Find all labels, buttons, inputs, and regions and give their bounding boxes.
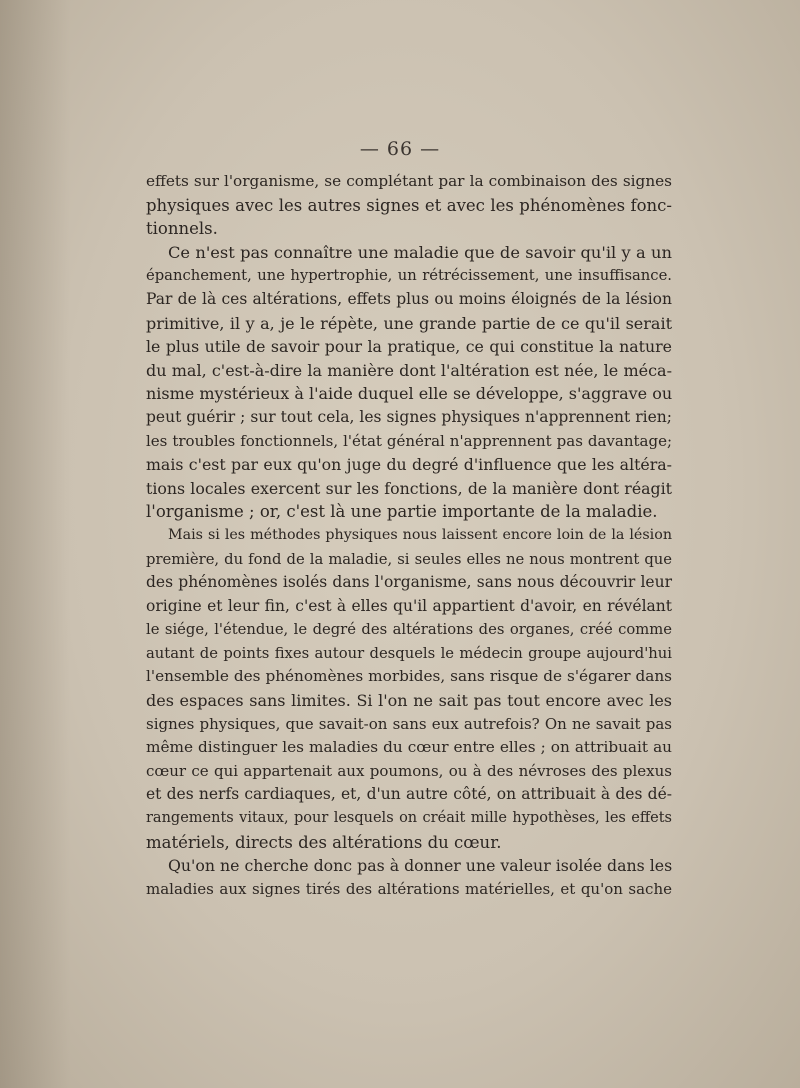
text-line: primitive, il y a, je le répète, une grande partie de ce qu'il serait: [146, 313, 672, 333]
text-line: et des nerfs cardiaques, et, d'un autre côté, on attribuait à des dé-: [146, 785, 672, 804]
text-line: Par de là ces altérations, effets plus ou moins éloignés de la lésion: [146, 289, 672, 308]
text-line: mais c'est par eux qu'on juge du degré d'influence que les altéra-: [146, 455, 672, 475]
text-line: les troubles fonctionnels, l'état général n'apprennent pas davantage;: [146, 431, 672, 450]
body-text: [146, 170, 672, 901]
page-edge-shadow: [0, 0, 70, 1088]
text-line: signes physiques, que savait-on sans eux autrefois? On ne savait pas: [146, 714, 672, 733]
text-line: Mais si les méthodes physiques nous laissent encore loin de la lésion: [168, 526, 672, 543]
text-line: physiques avec les autres signes et avec les phénomènes fonc-: [146, 195, 672, 215]
text-line: tions locales exercent sur les fonctions, de la manière dont réagit: [146, 478, 672, 498]
text-line: même distinguer les maladies du cœur entre elles ; on attribuait au: [146, 738, 672, 757]
text-line: première, du fond de la maladie, si seules elles ne nous montrent que: [146, 550, 672, 568]
text-line: rangements vitaux, pour lesquels on créait mille hypothèses, les effets: [146, 810, 672, 827]
text-line: autant de points fixes autour desquels le médecin groupe aujourd'hui: [146, 644, 672, 662]
text-line: nisme mystérieux à l'aide duquel elle se développe, s'aggrave ou: [146, 384, 673, 404]
text-line: origine et leur fin, c'est à elles qu'il appartient d'avoir, en révélant: [146, 596, 672, 615]
text-line: le plus utile de savoir pour la pratique, ce qui constitue la nature: [146, 337, 672, 357]
page-number: — 66 —: [359, 138, 441, 160]
text-line: épanchement, une hypertrophie, un rétrécissement, une insuffisance.: [146, 267, 672, 285]
text-line: cœur ce qui appartenait aux poumons, ou à des névroses des plexus: [146, 761, 672, 780]
text-line: l'organisme ; or, c'est là une partie importante de la maladie.: [146, 502, 658, 522]
text-line: tionnels.: [146, 219, 218, 239]
text-line: matériels, directs des altérations du cœur.: [146, 832, 502, 852]
text-line: des espaces sans limites. Si l'on ne sait pas tout encore avec les: [146, 691, 672, 711]
text-line: du mal, c'est-à-dire la manière dont l'altération est née, le méca-: [146, 360, 672, 380]
text-line: Qu'on ne cherche donc pas à donner une valeur isolée dans les: [168, 856, 673, 876]
text-line: l'ensemble des phénomènes morbides, sans risque de s'égarer dans: [146, 667, 672, 686]
text-line: peut guérir ; sur tout cela, les signes physiques n'apprennent rien;: [146, 407, 672, 426]
text-line: le siége, l'étendue, le degré des altérations des organes, créé comme: [146, 621, 672, 639]
text-line: Ce n'est pas connaître une maladie que de savoir qu'il y a un: [168, 242, 672, 262]
text-line: effets sur l'organisme, se complétant par la combinaison des signes: [146, 172, 672, 190]
text-line: maladies aux signes tirés des altérations matérielles, et qu'on sache: [146, 879, 672, 898]
text-line: des phénomènes isolés dans l'organisme, sans nous découvrir leur: [146, 573, 672, 592]
